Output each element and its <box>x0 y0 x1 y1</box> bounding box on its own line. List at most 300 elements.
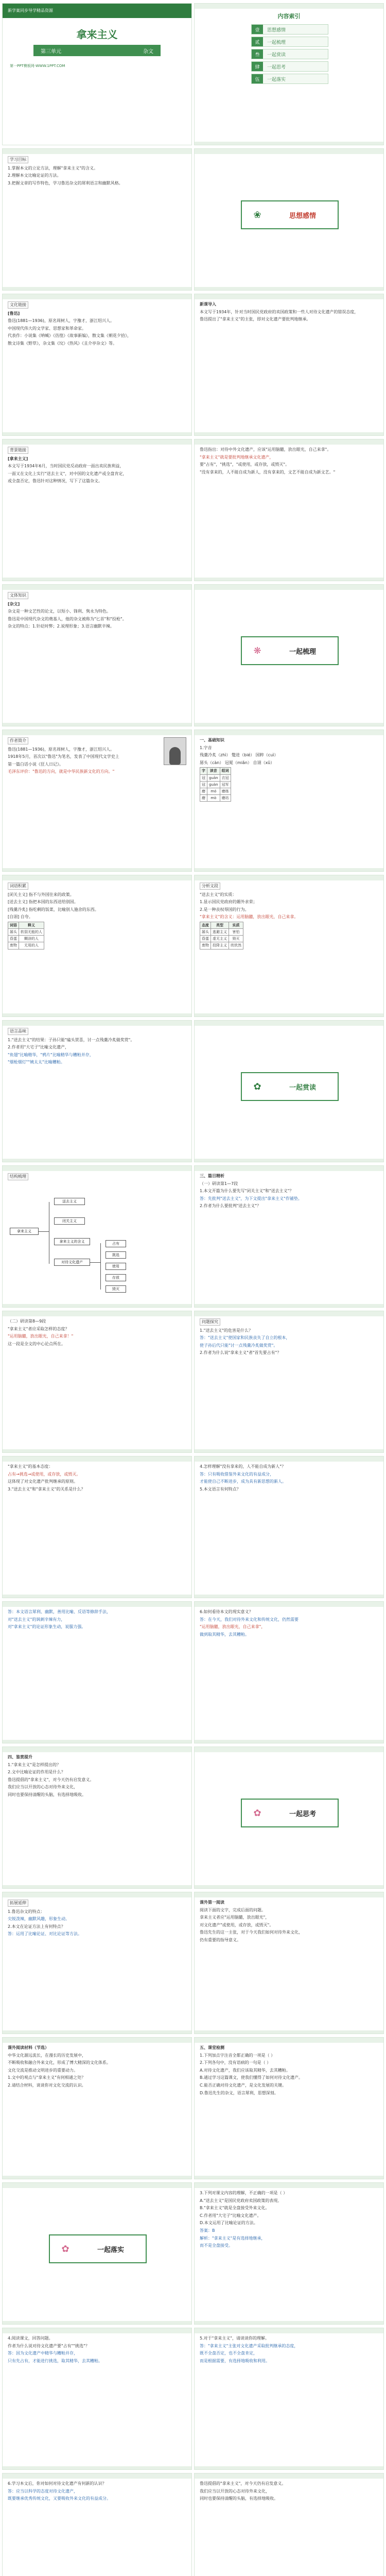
content-slide <box>2 2037 192 2179</box>
text-line: 不断吸收和融合外来文化，形成了博大精深的文化体系。 <box>8 2060 111 2065</box>
text-line: B.通过学习这篇课文，使我们懂得了如何对待文化遗产。 <box>200 2075 303 2080</box>
section-tag: 拓展延伸 <box>8 1900 28 1907</box>
text-line: 鲁迅提倡的"拿来主义"，对今天仍有启发意义。 <box>8 1777 94 1782</box>
slide-footer-bar <box>3 868 191 871</box>
table-header: 实质 <box>229 922 243 928</box>
mindmap-leaf: 挑选 <box>106 1251 126 1259</box>
text-line: 答：应当以科学的态度对待文化遗产， <box>8 2488 78 2494</box>
content-slide <box>2 730 192 872</box>
slide-row-11 <box>0 1453 386 1598</box>
slide-footer-bar <box>195 432 383 435</box>
text-line: 鲁迅指出：对待中外文化遗产，应该"运用脑髓，放出眼光，自己来拿"。 <box>200 447 331 452</box>
slide-body <box>200 1609 378 1738</box>
slide-top-bar <box>3 1747 191 1752</box>
content-slide <box>2 2328 192 2470</box>
slide-row-9 <box>0 1162 386 1308</box>
text-line: 拿来主义者应"运用脑髓，放出眼光"， <box>200 1915 270 1920</box>
text-line: "拿来主义"就是要批判地继承文化遗产， <box>200 454 274 460</box>
table-cell: 欣欣然 <box>229 942 243 949</box>
text-line: 中国现代伟大的文学家、思想家和革命家。 <box>8 326 86 331</box>
text-line: A."送去主义"是国民党政府卖国政策的表现。 <box>200 2198 282 2203</box>
slide-body <box>8 1028 186 1157</box>
section-title: 一起梳理 <box>289 648 316 656</box>
toc-item-label: 一起落实 <box>267 77 286 82</box>
text-line: 才能使自己不断进步，成为具有新思想的新人。 <box>200 1479 286 1484</box>
slide-top-bar <box>195 439 383 445</box>
text-line: 答案：B <box>200 2228 215 2233</box>
slide-row-1 <box>0 0 386 145</box>
slide-row-15 <box>0 2034 386 2179</box>
text-line: 这一段是全文的中心论点所在。 <box>8 1341 65 1346</box>
text-line: 使子孙后代只能"讨一点残羹冷炙做奖赏"。 <box>200 1343 278 1348</box>
text-line: 阅读下面的文字，完成后面的问题。 <box>200 1907 266 1912</box>
text-line: 2.是一种丧权辱国的行为。 <box>200 907 249 912</box>
section-tag: 背景链接 <box>8 447 28 454</box>
slide-top-bar <box>3 439 191 445</box>
table-row <box>200 929 243 936</box>
table-cell: 磨坊 <box>220 794 231 801</box>
slide-footer-bar <box>3 723 191 726</box>
toc-item-label: 一起思考 <box>267 64 286 70</box>
section-tag: 文体知识 <box>8 592 28 599</box>
text-line: 既不全盘否定，也不全盘肯定， <box>200 2351 257 2356</box>
slide-footer-bar <box>3 1159 191 1162</box>
slide-body <box>8 1464 186 1592</box>
slide-top-bar <box>195 4 383 9</box>
text-line: 而是根据需要，有选择地吸收和利用。 <box>200 2358 270 2363</box>
cover-url: 第一PPT模板网-WWW.1PPT.COM <box>10 64 65 68</box>
cover-title: 拿来主义 <box>76 28 118 41</box>
text-line: 尖锐泼辣，幽默风趣，形象生动。 <box>8 1917 69 1922</box>
content-slide <box>194 1601 384 1743</box>
slide-row-12 <box>0 1598 386 1743</box>
slide-top-bar <box>195 730 383 735</box>
slide-top-bar <box>3 2183 191 2188</box>
slide-top-bar <box>3 875 191 880</box>
table-cell: 磨 <box>200 794 207 801</box>
slide-top-bar <box>195 1021 383 1026</box>
text-line: 1.掌握本文的立论方法，理解"拿来主义"的含义。 <box>8 165 98 171</box>
table-cell: guàn <box>207 781 220 788</box>
text-line: D.本文运用了比喻论证的方法。 <box>200 2221 258 2226</box>
slide-body <box>200 1173 378 1302</box>
section-slide <box>194 1747 384 1889</box>
content-slide <box>2 1892 192 2034</box>
slide-body <box>8 1754 186 1883</box>
text-line: 对"送去主义"的讽刺辛辣有力， <box>8 1617 65 1622</box>
section-title-band <box>241 636 339 665</box>
text-line: D.鲁迅先生的杂文，语言犀利，思想深刻。 <box>200 2090 278 2095</box>
text-line: 2.作者用"大宅子"比喻文化遗产， <box>8 1045 69 1050</box>
cover-badge-left: 第三单元 <box>41 48 61 55</box>
slide-top-bar <box>3 1311 191 1316</box>
slide-body <box>200 737 378 866</box>
slide-top-bar <box>195 149 383 154</box>
toc-item[interactable] <box>251 74 328 84</box>
text-line: [自诩] 自夸。 <box>8 914 33 920</box>
content-slide <box>2 148 192 291</box>
cover-top-text: 新学案同步导学精品资源 <box>8 8 53 13</box>
text-line: [杂文] <box>8 601 20 606</box>
slide-top-bar <box>3 1166 191 1171</box>
slide-body <box>8 592 186 721</box>
text-line: 文化交流是推动文明进步的重要动力。 <box>8 2067 78 2073</box>
text-line: "拿来主义"者应采取怎样的态度？ <box>8 1326 69 1331</box>
slide-footer-bar <box>195 868 383 871</box>
text-line: 1.本文开篇为什么要先写"闭关主义"和"送去主义"？ <box>200 1189 294 1194</box>
slide-body <box>200 447 378 575</box>
text-line: 5.对于"拿来主义"，请谈谈你的理解。 <box>200 2336 269 2341</box>
slide-footer-bar <box>3 287 191 290</box>
text-line: 3.下列对课文内容的理解，不正确的一项是（ ） <box>200 2191 288 2195</box>
text-line: 要"占有"，"挑选"，"或使用，或存放，或毁灭"。 <box>200 462 290 467</box>
mindmap-node: 拿来主义的含义 <box>54 1238 90 1245</box>
slide-top-bar <box>3 1602 191 1607</box>
section-title: 一起思考 <box>289 1810 316 1818</box>
pronunciation-table <box>200 767 231 802</box>
slide-body <box>200 883 378 1011</box>
toc-item-number: 壹 <box>252 25 263 34</box>
slide-footer-bar <box>3 1304 191 1307</box>
toc-item-number: 肆 <box>252 62 263 71</box>
toc-item-label: 一起赏读 <box>267 52 286 58</box>
text-line: 这体现了对文化遗产批判继承的原则。 <box>8 1479 78 1484</box>
table-cell: guān <box>207 774 220 781</box>
slide-footer-bar <box>195 2176 383 2179</box>
text-line: "送去主义"的实质： <box>200 892 237 897</box>
table-header: 释义 <box>19 922 44 928</box>
slide-body <box>8 2045 186 2174</box>
content-slide <box>194 2473 384 2576</box>
slide-footer-bar <box>3 2321 191 2324</box>
mindmap-leaf: 使用 <box>106 1263 126 1270</box>
toc-item-label: 思想感情 <box>267 27 286 33</box>
text-line: 2.理解本文比喻论证的方法。 <box>8 173 61 178</box>
author-portrait <box>164 737 186 765</box>
mindmap-slide <box>2 1165 192 1308</box>
table-cell: 磨练 <box>220 788 231 794</box>
cover-subtitle-band <box>33 45 161 56</box>
text-line: 做到取其精华，去其糟粕。 <box>200 1632 249 1637</box>
section-slide <box>194 1020 384 1162</box>
slide-row-2 <box>0 145 386 291</box>
text-line: [残羹冷炙] 指吃剩的饭菜，比喻别人施舍的东西。 <box>8 907 99 912</box>
text-line: 答：因为文化遗产中精华与糟粕并存， <box>8 2351 78 2356</box>
text-line: C.作者用"大宅子"比喻文化遗产。 <box>200 2213 261 2218</box>
toc-list <box>251 24 328 86</box>
text-line: B."拿来主义"就是全盘接受外来文化。 <box>200 2206 270 2211</box>
slide-top-bar <box>195 1602 383 1607</box>
mindmap-root: 拿来主义 <box>10 1228 39 1235</box>
slide-top-bar <box>3 1456 191 1462</box>
text-line: C.能否正确对待文化遗产，是文化发展的关键。 <box>200 2082 287 2088</box>
slide-top-bar <box>195 1166 383 1171</box>
table-cell: 废物 <box>8 942 19 949</box>
content-slide <box>2 1020 192 1162</box>
content-slide <box>2 2473 192 2576</box>
text-line: [鲁迅] <box>8 311 20 316</box>
mindmap-leaf: 存放 <box>106 1274 126 1281</box>
text-line: 残羹冷炙（zhì） 蹩进（bié） 国粹（cuì） <box>200 753 278 758</box>
section-tag: 文化链接 <box>8 301 28 309</box>
text-line: 占有→挑选→或使用，或存放，或毁灭。 <box>8 1471 81 1477</box>
text-line: 代表作：小说集《呐喊》《彷徨》《故事新编》，散文集《朝花夕拾》， <box>8 333 131 338</box>
table-cell: 废物 <box>200 942 211 949</box>
toc-item-number: 伍 <box>252 74 263 83</box>
text-line: 散文诗集《野草》，杂文集《坟》《热风》《且介亭杂文》等。 <box>8 341 117 346</box>
slide-footer-bar <box>3 2030 191 2033</box>
toc-item[interactable] <box>251 61 328 72</box>
content-slide <box>2 439 192 581</box>
text-line: 1."送去主义"的危害是什么？ <box>200 1328 253 1333</box>
toc-title: 内容索引 <box>277 13 301 20</box>
text-line: 课外阅读材料（节选） <box>8 2045 49 2050</box>
slide-body <box>200 1318 378 1447</box>
section-title-band <box>49 2234 147 2263</box>
section-title: 思想感情 <box>289 212 316 220</box>
content-slide <box>194 730 384 872</box>
toc-slide <box>194 3 384 145</box>
table-cell: 磨 <box>200 788 207 794</box>
table-header: 态度 <box>200 922 211 928</box>
text-line: "运用脑髓，放出眼光，自己来拿！" <box>8 1334 74 1339</box>
section-tag: 结构梳理 <box>8 1173 28 1180</box>
text-line: 2.下列各句中，没有语病的一句是（ ） <box>200 2060 271 2065</box>
text-line: 鲁迅是中国现代杂文的奠基人，他的杂文被称为"匕首"和"投枪"。 <box>8 616 127 621</box>
slide-top-bar <box>3 1892 191 1897</box>
text-line: "拿来主义"的基本态度： <box>8 1464 53 1469</box>
content-slide <box>2 1311 192 1453</box>
text-line: [拿来主义] <box>8 456 28 461</box>
slide-row-17 <box>0 2325 386 2470</box>
mindmap-connector <box>39 1231 49 1232</box>
heading: 四、鉴赏提升 <box>8 1755 32 1759</box>
text-line: 同时也要保持清醒的头脑，有选择地吸收。 <box>8 1792 86 1797</box>
text-line: 1."送去主义"的结果：子孙只能"磕头贺喜，讨一点残羹冷炙做奖赏"。 <box>8 1037 135 1042</box>
table-row <box>200 788 231 794</box>
content-slide <box>2 1456 192 1598</box>
content-slide <box>2 1601 192 1743</box>
flower-icon: ✿ <box>253 1807 261 1819</box>
slide-top-bar <box>195 1747 383 1752</box>
table-header: 类型 <box>211 922 229 928</box>
content-slide <box>194 1311 384 1453</box>
text-line: 1.下列加点字注音全都正确的一项是（ ） <box>200 2053 275 2058</box>
text-line: 答：本文语言犀利、幽默，善用比喻、反语等修辞手法， <box>8 1609 111 1614</box>
text-line: 对文化遗产"或使用，或存放，或毁灭"。 <box>200 1922 274 1927</box>
text-line: 答：运用了比喻论证、对比论证等方法。 <box>8 1931 82 1937</box>
text-line: 1.显示国民党政府的媚外求荣； <box>200 900 257 905</box>
table-cell: 昏蛋 <box>8 936 19 942</box>
slide-body <box>8 883 186 1011</box>
slide-footer-bar <box>195 1304 383 1307</box>
text-line: 1."拿来主义"是怎样提出的？ <box>8 1762 61 1767</box>
heading: 新课导入 <box>200 302 216 307</box>
slide-row-13 <box>0 1743 386 1889</box>
table-cell: mò <box>207 794 220 801</box>
text-line: 孱头（càn） 冠冕（miǎn） 自诩（xǔ） <box>200 760 275 765</box>
content-slide <box>194 2037 384 2179</box>
toc-item[interactable] <box>251 49 328 59</box>
table-cell: mó <box>207 788 220 794</box>
cover-badge-right: 杂文 <box>143 48 153 55</box>
section-tag: 分析文段 <box>200 883 220 890</box>
text-line: 5.本文语言有何特点？ <box>200 1486 241 1492</box>
slide-top-bar <box>195 2183 383 2188</box>
text-line: 我们应当以开放的心态对待外来文化， <box>200 2488 270 2494</box>
text-line: 本文写于1934年，针对当时国民党政府的卖国政策和一些人对待文化遗产的错误态度， <box>200 309 359 314</box>
toc-item-number: 贰 <box>252 37 263 46</box>
slide-top-bar <box>3 2038 191 2043</box>
table-row <box>200 774 231 781</box>
text-line: 4.怎样理解"没有拿来的，人不能自成为新人"？ <box>200 1464 286 1469</box>
text-line: 毛泽东评价："鲁迅的方向，就是中华民族新文化的方向。" <box>8 769 115 774</box>
slide-body <box>8 1318 186 1447</box>
table-row <box>200 781 231 788</box>
slide-top-bar <box>3 585 191 590</box>
slide-footer-bar <box>195 1013 383 1016</box>
text-line: 作者为什么说对待文化遗产要"占有""挑选"？ <box>8 2343 90 2348</box>
slide-footer-bar <box>3 578 191 581</box>
slide-row-18 <box>0 2470 386 2576</box>
slide-body <box>200 1900 378 2028</box>
toc-item[interactable] <box>251 37 328 47</box>
text-line: 6.如何看待本文的现实意义？ <box>200 1609 253 1614</box>
content-slide <box>194 2328 384 2470</box>
text-line: 4.阅读课文，回答问题。 <box>8 2336 53 2341</box>
content-slide <box>194 439 384 581</box>
slide-row-10 <box>0 1308 386 1453</box>
slide-footer-bar <box>3 432 191 435</box>
text-line: "拿来主义"的含义：运用脑髓，放出眼光，自己来拿。 <box>200 914 299 920</box>
table-header: 词语 <box>8 922 19 928</box>
text-line: A.对待文化遗产，我们应该取其精华，去其糟粕。 <box>200 2067 290 2073</box>
slide-footer-bar <box>195 2030 383 2033</box>
text-line: 3.把握文章的写作特色，学习鲁迅杂文的犀利语言和幽默风格。 <box>8 180 123 185</box>
flower-icon: ✿ <box>253 1081 261 1092</box>
text-line: （一）研读第1—7段 <box>200 1181 238 1186</box>
table-cell: 虚无主义 <box>211 936 229 942</box>
table-cell: 无用的人 <box>19 942 44 949</box>
section-tag: 语言品味 <box>8 1028 28 1035</box>
slide-footer-bar <box>3 1885 191 1888</box>
text-line: （二）研读第8—9段 <box>8 1319 46 1324</box>
section-slide <box>194 148 384 291</box>
text-line: 第一篇白话小说《狂人日记》。 <box>8 761 63 767</box>
slide-footer-bar <box>195 287 383 290</box>
heading: 课外第一阅读 <box>200 1900 224 1905</box>
slide-top-bar <box>3 294 191 299</box>
text-line: 而不是全盘接受。 <box>200 2243 233 2248</box>
slide-footer-bar <box>195 1740 383 1743</box>
text-line: 只有先占有，才能进行挑选，取其精华，去其糟粕。 <box>8 2358 102 2363</box>
heading: 五、课堂检测 <box>200 2045 224 2050</box>
slide-top-bar <box>195 1456 383 1462</box>
content-slide <box>2 1747 192 1889</box>
slide-top-bar <box>3 2328 191 2333</box>
text-line: 杂文的特点：1.针砭时弊；2.说理形象；3.语言幽默辛辣。 <box>8 624 114 629</box>
section-title: 一起赏读 <box>289 1083 316 1092</box>
text-line: 1.字音 <box>200 745 212 750</box>
mindmap-node: 送去主义 <box>54 1198 85 1205</box>
table-header: 组词 <box>220 768 231 774</box>
section-tag: 学习目标 <box>8 156 28 163</box>
mindmap-node: 对待文化遗产 <box>54 1259 90 1266</box>
section-slide <box>194 584 384 726</box>
section-slide <box>2 2182 192 2325</box>
slide-footer-bar <box>195 1449 383 1452</box>
slide-footer-bar <box>195 1885 383 1888</box>
table-cell: 冠 <box>200 781 207 788</box>
table-row <box>8 936 44 942</box>
table-cell: 昏蛋 <box>200 936 211 942</box>
text-line: 解析："拿来主义"是有选择地继承， <box>200 2235 266 2241</box>
slide-footer-bar <box>195 142 383 145</box>
table-header: 读音 <box>207 768 220 774</box>
slide-row-16 <box>0 2179 386 2325</box>
slide-top-bar <box>195 2038 383 2043</box>
attitude-table <box>200 922 243 950</box>
text-line: 鲁迅(1881—1936)，原名周树人，字豫才，浙江绍兴人。 <box>8 318 114 324</box>
slide-body <box>200 2190 378 2319</box>
table-cell: 孱头 <box>200 929 211 936</box>
slide-body <box>200 1464 378 1592</box>
flower-icon: ❋ <box>253 645 261 656</box>
mindmap-connector <box>100 1243 101 1290</box>
text-line: "运用脑髓，放出眼光，自己来拿"， <box>200 1624 266 1630</box>
text-line: 2.文中比喻论证的作用是什么？ <box>8 1770 65 1775</box>
table-row <box>8 942 44 949</box>
content-slide <box>2 875 192 1017</box>
slide-row-8 <box>0 1017 386 1162</box>
text-line: 答："拿来主义"主张对文化遗产采取批判继承的态度， <box>200 2343 299 2348</box>
slide-footer-bar <box>195 2466 383 2469</box>
mindmap-leaf: 占有 <box>106 1240 126 1247</box>
slide-row-6 <box>0 726 386 872</box>
text-line: 鲁迅提倡的"拿来主义"，对今天仍有启发意义。 <box>200 2481 286 2486</box>
table-cell: 投降主义 <box>211 942 229 949</box>
slide-body <box>200 301 378 430</box>
text-line: 或全盘否定，鲁迅针对这种情况，写下了这篇杂文。 <box>8 479 102 484</box>
question-line: 3."送去主义"和"拿来主义"的关系是什么？ <box>8 1486 85 1492</box>
text-line: "没有拿来的，人不能自成为新人，没有拿来的，文艺不能自成为新文艺。" <box>200 469 336 474</box>
slide-body <box>8 156 186 285</box>
heading: 三、篇目精析 <box>200 1174 224 1178</box>
text-line: 我们应当以开放的心态对待外来文化， <box>8 1785 78 1790</box>
content-slide <box>2 294 192 436</box>
text-line: 鲁迅(1881—1936)，原名周树人，字豫才，浙江绍兴人。 <box>8 747 114 752</box>
slide-footer-bar <box>3 1013 191 1016</box>
section-tag: 问题探究 <box>200 1318 220 1326</box>
content-slide <box>194 1165 384 1308</box>
slide-body <box>8 447 186 575</box>
slide-top-bar <box>3 2473 191 2479</box>
section-tag: 词语积累 <box>8 883 28 890</box>
slide-body <box>8 1900 186 2028</box>
section-tag: 作者简介 <box>8 737 28 744</box>
cover-header <box>3 4 191 18</box>
slide-body <box>8 2481 186 2576</box>
table-header: 字 <box>200 768 207 774</box>
toc-item[interactable] <box>251 24 328 35</box>
table-cell: 冠军 <box>220 781 231 788</box>
toc-item-number: 叁 <box>252 49 263 59</box>
slide-body <box>8 1173 186 1302</box>
slide-body <box>200 2481 378 2576</box>
slide-footer-bar <box>195 2321 383 2324</box>
slide-row-5 <box>0 581 386 726</box>
text-line: 答：先批判"送去主义"，为下文提出"拿来主义"作铺垫。 <box>200 1196 302 1201</box>
